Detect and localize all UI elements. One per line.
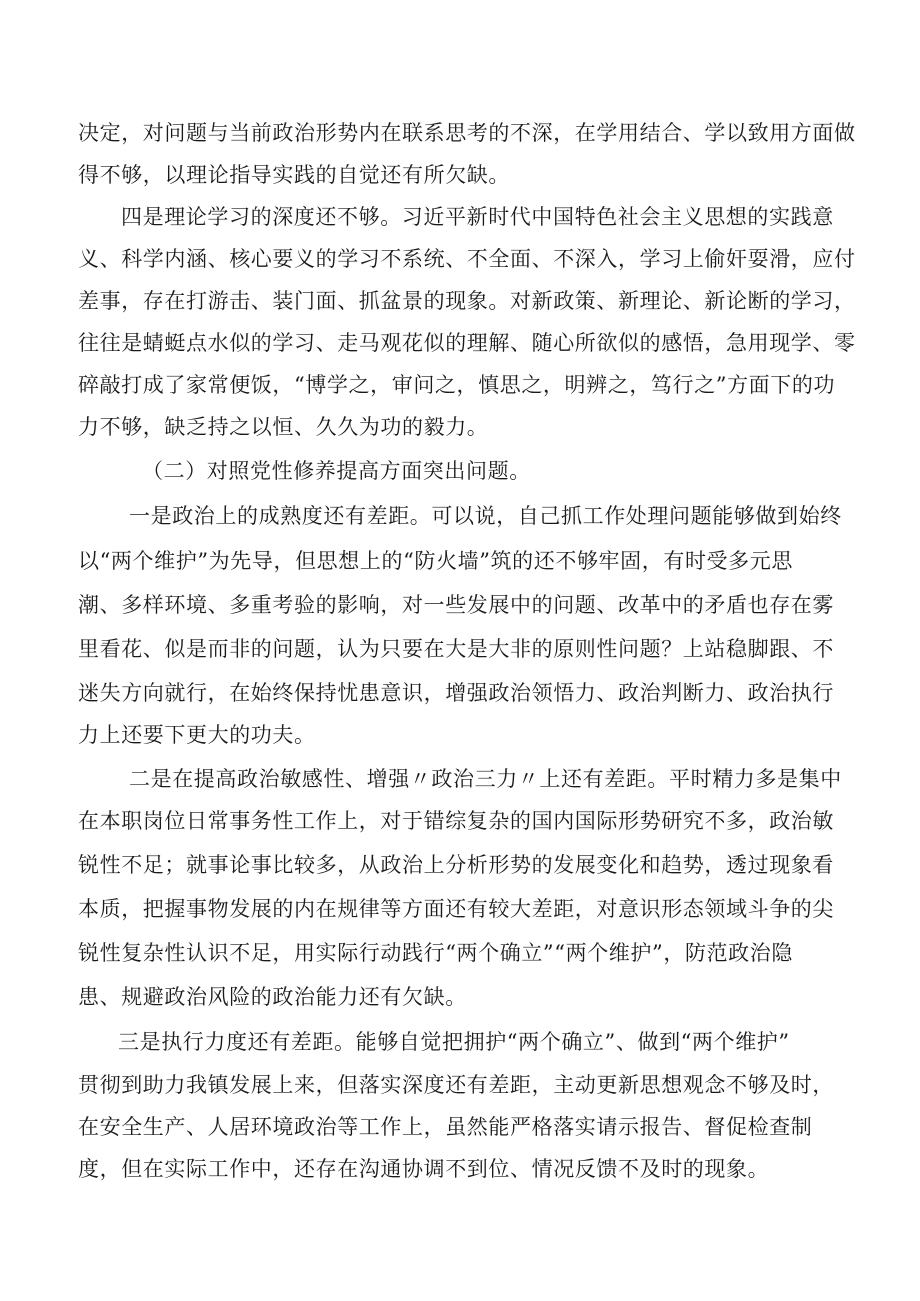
section-heading: （二）对照党性修养提高方面突出问题。 <box>142 459 531 483</box>
paragraph-line: 义、科学内涵、核心要义的学习不系统、不全面、不深入，学习上偷奸耍滑，应付 <box>78 247 856 271</box>
paragraph-line: 本质，把握事物发展的内在规律等方面还有较大差距，对意识形态领域斗争的尖 <box>78 897 834 921</box>
paragraph-line: 三是执行力度还有差距。能够自觉把拥护“两个确立”、做到“两个维护” <box>118 1030 790 1054</box>
paragraph-line: 力上还要下更大的功夫。 <box>78 723 316 747</box>
paragraph-line: 四是理论学习的深度还不够。习近平新时代中国特色社会主义思想的实践意 <box>121 205 834 229</box>
paragraph-line: 贯彻到助力我镇发展上来，但落实深度还有差距，主动更新思想观念不够及时， <box>78 1073 834 1097</box>
paragraph-line: 决定，对问题与当前政治形势内在联系思考的不深，在学用结合、学以致用方面做 <box>78 121 856 145</box>
paragraph-line: 患、规避政治风险的政治能力还有欠缺。 <box>78 985 467 1009</box>
paragraph-line: 在本职岗位日常事务性工作上，对于错综复杂的国内国际形势研究不多，政治敏 <box>78 809 834 833</box>
paragraph-line: 里看花、似是而非的问题，认为只要在大是大非的原则性问题？上站稳脚跟、不 <box>78 637 834 661</box>
paragraph-line: 碎敲打成了家常便饭，“博学之，审问之，慎思之，明辨之，笃行之”方面下的功 <box>78 373 836 397</box>
paragraph-line: 差事，存在打游击、装门面、抓盆景的现象。对新政策、新理论、新论断的学习， <box>78 289 856 313</box>
paragraph-line: 潮、多样环境、多重考验的影响，对一些发展中的问题、改革中的矛盾也存在雾 <box>78 593 834 617</box>
paragraph-line: 一是政治上的成熟度还有差距。可以说，自己抓工作处理问题能够做到始终 <box>129 504 842 528</box>
paragraph-line: 得不够，以理论指导实践的自觉还有所欠缺。 <box>78 163 510 187</box>
paragraph-line: 往往是蜻蜓点水似的学习、走马观花似的理解、随心所欲似的感悟，急用现学、零 <box>78 331 856 355</box>
paragraph-line: 锐性不足；就事论事比较多，从政治上分析形势的发展变化和趋势，透过现象看 <box>78 853 834 877</box>
paragraph-line: 力不够，缺乏持之以恒、久久为功的毅力。 <box>78 415 489 439</box>
paragraph-line: 锐性复杂性认识不足，用实际行动践行“两个确立”“两个维护”，防范政治隐 <box>78 941 793 965</box>
paragraph-line: 二是在提高政治敏感性、增强〃政治三力〃上还有差距。平时精力多是集中 <box>129 767 842 791</box>
paragraph-line: 以“两个维护”为先导，但思想上的“防火墙”筑的还不够牢固，有时受多元思 <box>78 549 793 573</box>
paragraph-line: 度，但在实际工作中，还存在沟通协调不到位、情况反馈不及时的现象。 <box>78 1157 770 1181</box>
paragraph-line: 迷失方向就行，在始终保持忧患意识，增强政治领悟力、政治判断力、政治执行 <box>78 681 834 705</box>
paragraph-line: 在安全生产、人居环境政治等工作上，虽然能严格落实请示报告、督促检查制 <box>78 1115 813 1139</box>
